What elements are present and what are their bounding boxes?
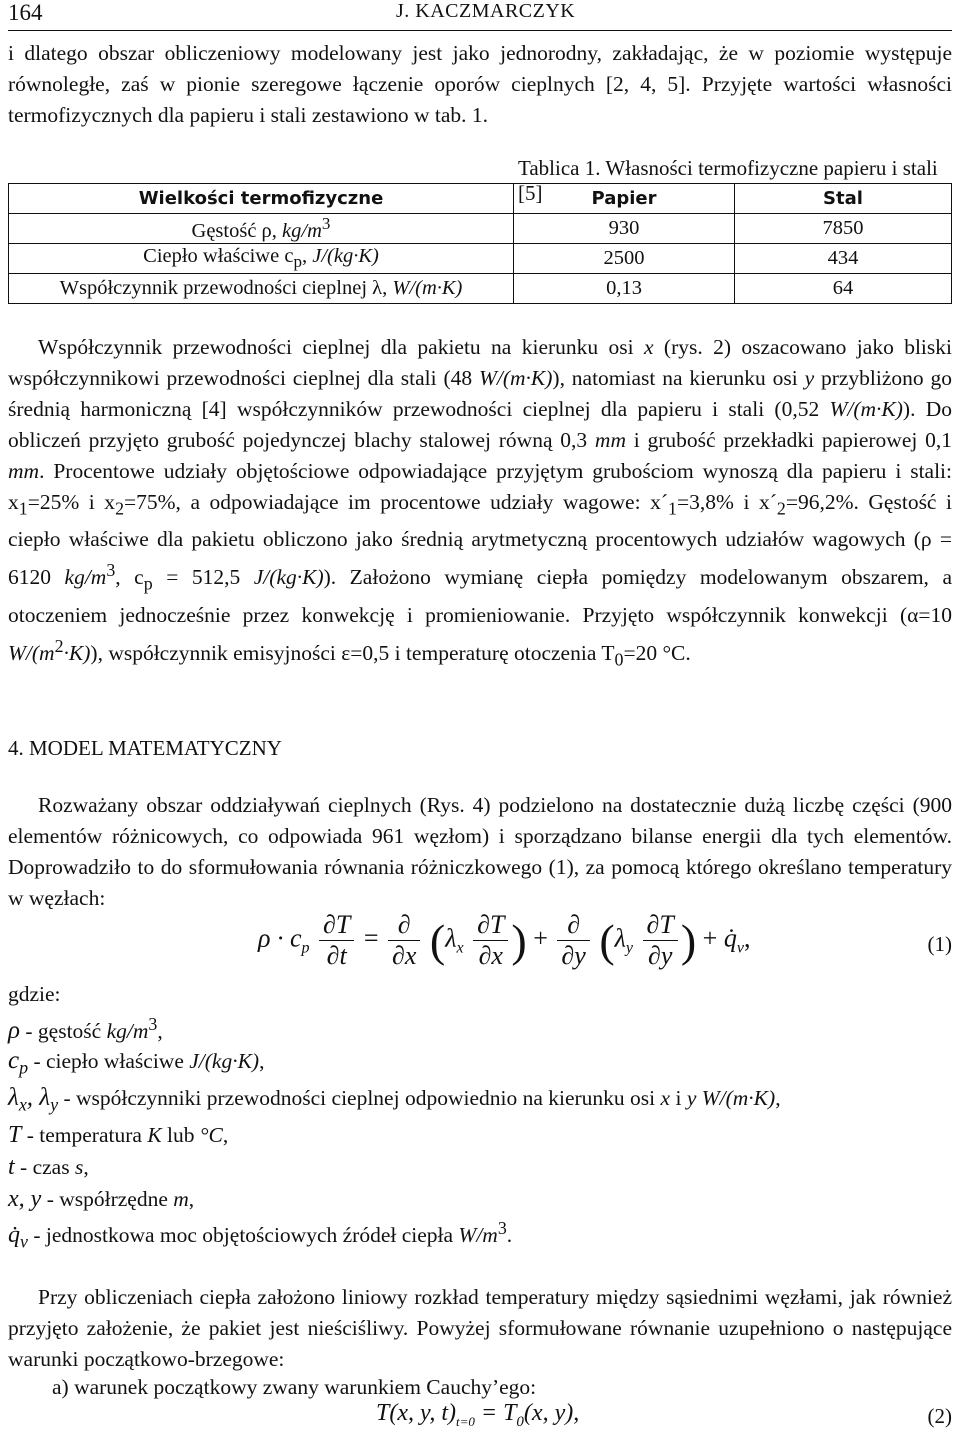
table-cell-label: Ciepło właściwe $c_p$, J/(kg·K) [9,244,514,274]
table-cell-value: 7850 [735,214,952,244]
paragraph-model: Rozważany obszar oddziaływań cieplnych (Rys. 4) podzielono na dostatecznie dużą liczbę części (900 elementów różnicowych, co odpowiada 961 węzłom) i sporządzano bilanse energii dla tych elementów. Doprowadziło to do sformułowania równania różniczkowego (1), za pomocą którego określano temperatury w węzłach: [8,793,952,910]
intro-text: i dlatego obszar obliczeniowy modelowany jest jako jednorodny, zakładając, że w poziomie występuje równoległe, zaś w pionie szeregowe łączenie oporów cieplnych [2, 4, 5]. Przyjęte wartości własności termofizycznych dla papieru i stali zestawiono w tab. 1. [8,41,952,127]
legend-item: $c_p$ - ciepło właściwe J/(kg·K), [8,1047,265,1078]
table-cell-value: 434 [735,244,952,274]
legend-item: $q̇_v$ - jednostkowa moc objętościowych źródeł ciepła $W/m^3$. [8,1218,513,1252]
running-head-author: J. KACZMARCZYK [396,0,576,22]
table-cell-label: Współczynnik przewodności cieplnej λ, W/(m·K) [9,274,514,304]
table-header-cell: Papier [514,184,735,214]
table-cell-value: 930 [514,214,735,244]
table-header-cell: Stal [735,184,952,214]
equation-number: (1) [927,932,952,956]
table-row [9,244,952,274]
table-caption: Tablica 1. Własności termofizyczne papieru i stali [5] [518,156,938,205]
table-cell-label: Gęstość ρ, $kg/m^3$ [9,214,514,244]
legend-heading: gdzie: [8,982,61,1006]
equation-1 [8,910,952,980]
table-row [9,274,952,304]
table-cell-value: 64 [735,274,952,304]
list-item-a: a) warunek początkowy zwany warunkiem Cauchy’ego: [52,1375,537,1399]
equation-2-body: T(x, y, $t)_{t=0} = T_0(x$, y), [376,1400,580,1430]
equation-1-body: $\rho \cdot c_p$ $\frac{\partial T}{\partial t}$ = $\frac{\partial}{\partial x}$ ($\lambda_x$ $\frac{\partial T}{\partial x}$ ) + $\frac{\partial}{\partial y}$ ($\lambda_y$ $\frac{\partial T}{\partial y}$ ) + $q̇_v$, [258,910,751,970]
table-header-cell: Wielkości termofizyczne [9,184,514,214]
table-row [9,214,952,244]
table-cell-value: 2500 [514,244,735,274]
properties-table [8,183,952,304]
running-header [8,0,952,31]
table-cell-value: 0,13 [514,274,735,304]
legend-item: $\lambda_x$, $\lambda_y$ - współczynniki przewodności cieplnej odpowiednio na kierunku osi x i y W/(m·K), [8,1084,781,1115]
legend-item: ρ - gęstość $kg/m^3$, [8,1014,163,1045]
page-number: 164 [8,0,43,25]
legend-item: t - czas s, [8,1154,89,1180]
intro-paragraph [8,38,952,131]
equation-number: (2) [927,1404,952,1428]
legend-item: T - temperatura K lub °C, [8,1122,229,1148]
paragraph-conductivity: Współczynnik przewodności cieplnej dla pakietu na kierunku osi x (rys. 2) oszacowano jako bliski współczynnikowi przewodności cieplnej dla stali (48 W/(m·K)), natomiast na kierunku osi y przybliżono go średnią harmoniczną [4] współczynników przewodności cieplnej dla papieru i stali (0,52 W/(m·K)). Do obliczeń przyjęto grubość pojedynczej blachy stalowej równą 0,3 mm i grubość przekładki papierowej 0,1 mm. Procentowe udziały objętościowe odpowiadające przyjętym grubościom wynoszą dla papieru i stali: $x_1=25\%$ i $x_2=75\%$, a odpowiadające im procentowe udziały wagowe: $x´_1=3,8\%$ i $x´_2=96,2\%$. Gęstość i ciepło właściwe dla pakietu obliczono jako średnią arytmetyczną procentowych udziałów wagowych (ρ = 6120 $kg/m^3$, $c_p = 512,5$ J/(kg·K)). Założono wymianę ciepła pomiędzy modelowanym obszarem, a otoczeniem jednocześnie przez konwekcję i promieniowanie. Przyjęto współczynnik konwekcji (α=10 $W/(m^2\cdot K)$), współczynnik emisyjności ε=0,5 i temperaturę otoczenia $T_0=20$ °C. [8,335,952,670]
paragraph-conditions: Przy obliczeniach ciepła założono liniowy rozkład temperatury między sąsiednimi węzłami, jak również przyjęto założenie, że pakiet jest nieściśliwy. Powyżej sformułowane równanie uzupełniono o następujące warunki początkowo-brzegowe: [8,1285,952,1371]
equation-2 [8,1400,952,1434]
legend-item: x, y - współrzędne m, [8,1186,195,1212]
section-heading: 4. MODEL MATEMATYCZNY [8,736,282,760]
table-header-row [9,184,952,214]
